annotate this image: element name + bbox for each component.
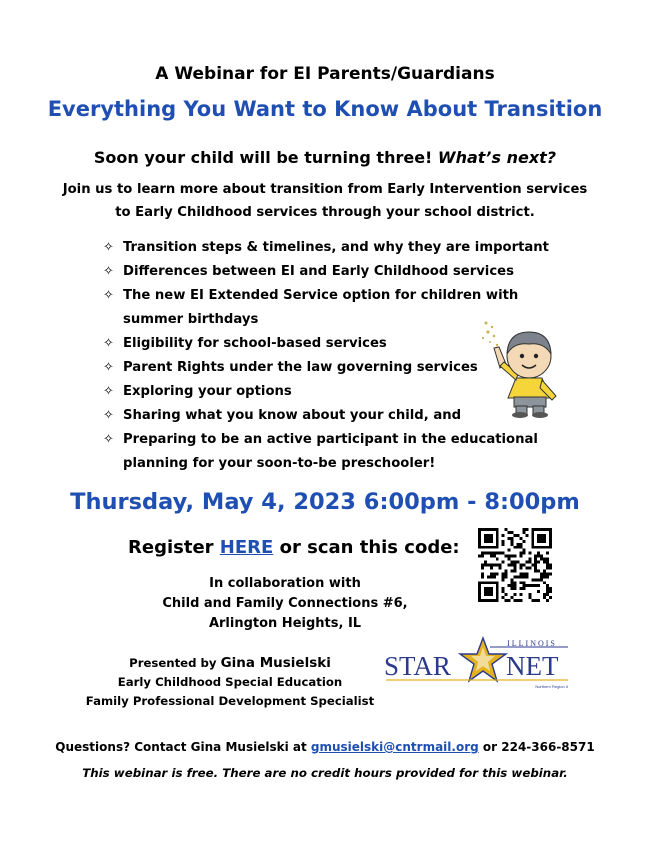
list-item-text: Preparing to be an active participant in the educational — [123, 432, 538, 447]
intro-line-1: Join us to learn more about transition from Early Intervention services — [62, 182, 588, 197]
kicker-title: A Webinar for EI Parents/Guardians — [155, 64, 495, 84]
logo-region-text: Northern Region II — [535, 684, 568, 689]
presenter-prefix: Presented by — [129, 656, 221, 670]
register-link[interactable]: HERE — [219, 537, 274, 558]
email-link[interactable]: gmusielski@cntrmail.org — [310, 740, 479, 754]
four-point-star-icon: ✧ — [103, 384, 114, 399]
four-point-star-icon: ✧ — [103, 240, 114, 255]
presenter-name: Gina Musielski — [220, 655, 331, 671]
collab-line-2: Child and Family Connections #6, — [162, 596, 408, 611]
collaboration-block — [160, 574, 410, 634]
list-item-text-cont: summer birthdays — [123, 312, 259, 327]
child-illustration — [478, 318, 568, 418]
logo-top-text: ILLINOIS — [507, 639, 557, 648]
subhead-italic: What’s next? — [437, 148, 557, 167]
headline: Everything You Want to Know About Transition — [47, 97, 603, 121]
four-point-star-icon: ✧ — [103, 264, 114, 279]
subhead — [0, 148, 650, 167]
list-item-text: Differences between EI and Early Childhood services — [123, 264, 514, 279]
collab-line-3: Arlington Heights, IL — [208, 616, 362, 631]
register-prefix: Register — [128, 537, 220, 558]
sparkle-dots — [482, 322, 498, 347]
list-item — [103, 428, 573, 476]
contact-suffix: or 224-366-8571 — [478, 740, 595, 754]
disclaimer: This webinar is free. There are no credit hours provided for this webinar. — [82, 766, 568, 780]
contact-prefix: Questions? Contact Gina Musielski at — [55, 740, 311, 754]
presenter-line — [80, 654, 380, 673]
logo-left-text: STAR — [384, 651, 451, 681]
register-line — [128, 537, 460, 558]
subhead-plain: Soon your child will be turning three! — [93, 148, 438, 167]
list-item-text: Parent Rights under the law governing services — [123, 360, 478, 375]
four-point-star-icon: ✧ — [103, 336, 114, 351]
presenter-role-2: Family Professional Development Specialist — [85, 694, 375, 708]
list-item-text: Eligibility for school-based services — [123, 336, 387, 351]
register-suffix: or scan this code: — [273, 537, 460, 558]
list-item-text-cont: planning for your soon-to-be preschooler! — [123, 456, 436, 471]
presenter-role-1: Early Childhood Special Education — [117, 675, 343, 689]
contact-line — [0, 740, 650, 754]
event-datetime: Thursday, May 4, 2023 6:00pm - 8:00pm — [70, 489, 580, 515]
four-point-star-icon: ✧ — [103, 288, 114, 303]
qr-code[interactable] — [478, 528, 552, 602]
four-point-star-icon: ✧ — [103, 360, 114, 375]
collab-line-1: In collaboration with — [209, 576, 361, 591]
starnet-logo — [382, 634, 572, 690]
list-item — [103, 236, 573, 260]
presenter-block — [80, 654, 380, 711]
logo-right-text: NET — [506, 651, 559, 681]
list-item-text: Sharing what you know about your child, and — [123, 408, 462, 423]
list-item — [103, 260, 573, 284]
four-point-star-icon: ✧ — [103, 432, 114, 447]
list-item-text: Exploring your options — [123, 384, 292, 399]
intro-text — [0, 178, 650, 224]
list-item-text: Transition steps & timelines, and why they are important — [123, 240, 549, 255]
list-item-text: The new EI Extended Service option for children with — [123, 288, 519, 303]
intro-line-2: to Early Childhood services through your school district. — [115, 205, 535, 220]
four-point-star-icon: ✧ — [103, 408, 114, 423]
